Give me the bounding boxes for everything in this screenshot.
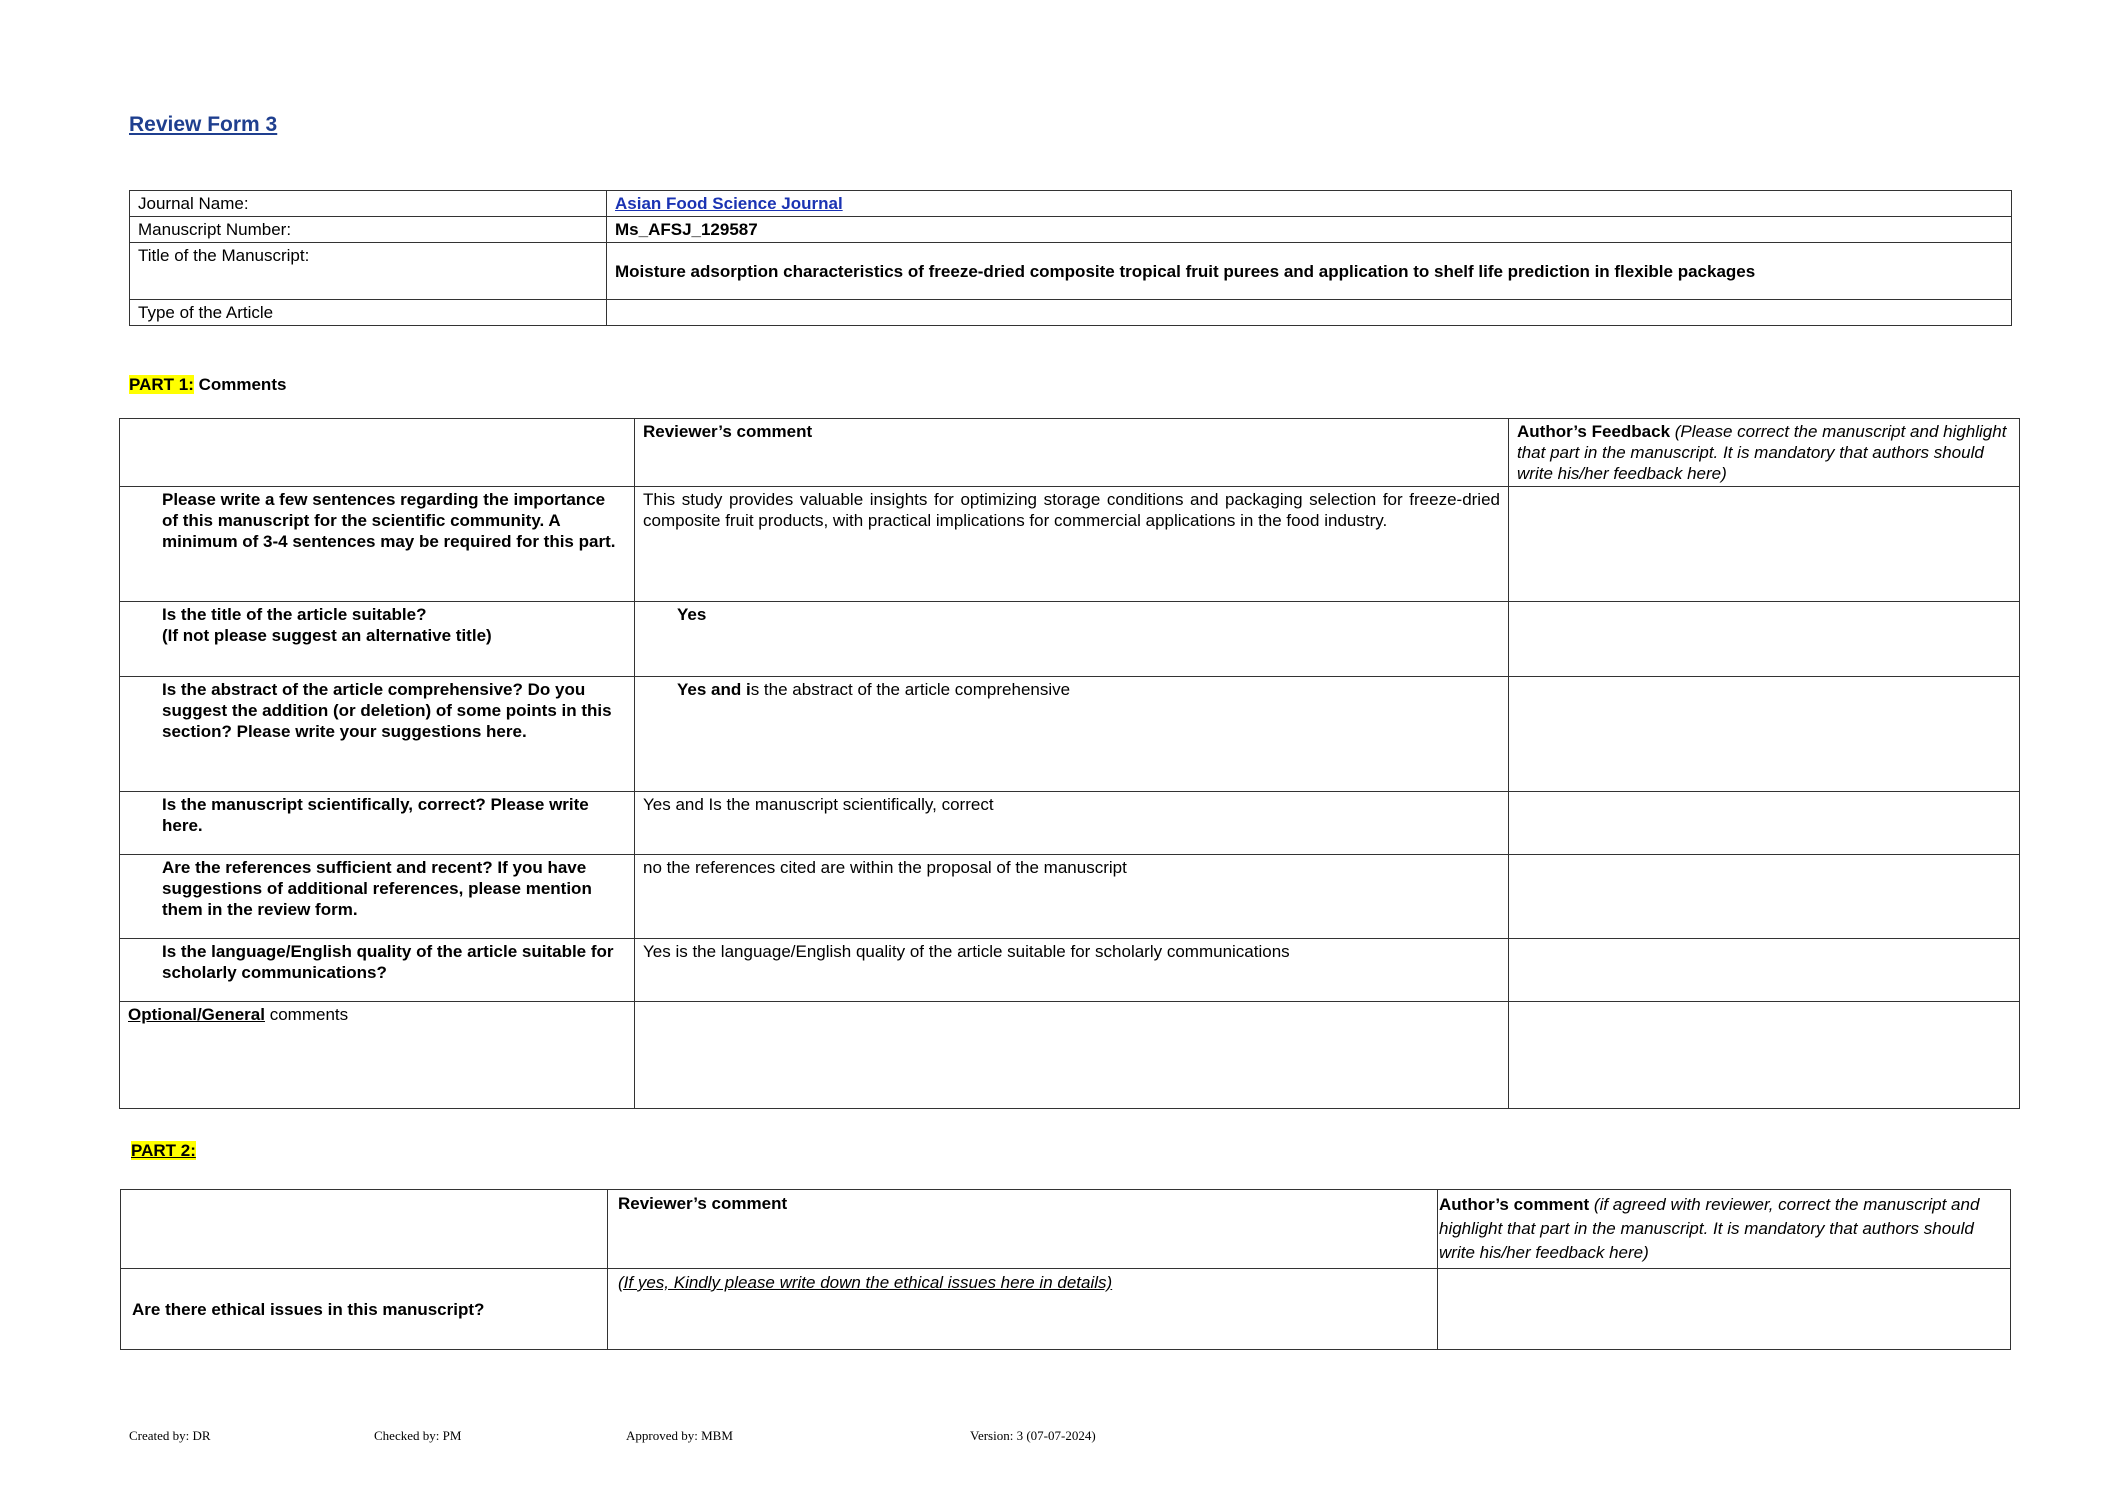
question-references: Are the references sufficient and recent? If you have suggestions of additional references, please mention them in the review form. [120, 855, 635, 939]
ethics-row [121, 1269, 2011, 1350]
footer-created-by: Created by: DR [129, 1428, 211, 1443]
part1-comments-table [119, 418, 2020, 1109]
journal-label: Journal Name: [130, 191, 607, 217]
author-feedback-references[interactable] [1509, 855, 2020, 939]
footer-checked-by: Checked by: PM [374, 1428, 462, 1443]
manuscript-title-row [130, 243, 2012, 300]
question-importance: Please write a few sentences regarding the importance of this manuscript for the scientific community. A minimum of 3-4 sentences may be required for this part. [120, 487, 635, 602]
reviewer-comment-language[interactable]: Yes is the language/English quality of the article suitable for scholarly communications [635, 939, 1509, 1002]
reviewer-comment-abstract[interactable]: Yes and is the abstract of the article comprehensive [635, 677, 1509, 792]
manuscript-number-label: Manuscript Number: [130, 217, 607, 243]
footer-approved-by: Approved by: MBM [626, 1428, 733, 1443]
question-abstract: Is the abstract of the article comprehensive? Do you suggest the addition (or deletion) of some points in this section? Please write your suggestions here. [120, 677, 635, 792]
part1-suffix: Comments [193, 375, 287, 394]
part1-reviewer-header: Reviewer’s comment [635, 419, 1509, 487]
ethics-author-comment[interactable] [1438, 1269, 2011, 1350]
author-feedback-scientific[interactable] [1509, 792, 2020, 855]
journal-link[interactable]: Asian Food Science Journal [615, 194, 843, 213]
manuscript-number-value: Ms_AFSJ_129587 [607, 217, 2012, 243]
table-row [120, 677, 2020, 792]
table-row [120, 487, 2020, 602]
author-optional-feedback[interactable] [1509, 1002, 2020, 1109]
reviewer-comment-scientific[interactable]: Yes and Is the manuscript scientifically, correct [635, 792, 1509, 855]
table-row [120, 855, 2020, 939]
journal-row [130, 191, 2012, 217]
ethics-reviewer-comment[interactable] [608, 1269, 1438, 1350]
part1-label: PART 1: [129, 375, 194, 394]
part1-header-row [120, 419, 2020, 487]
reviewer-comment-importance[interactable]: This study provides valuable insights for optimizing storage conditions and packaging selection for freeze-dried composite fruit products, with practical implications for commercial applications in the food industry. [635, 487, 1509, 602]
ethics-question: Are there ethical issues in this manuscript? [121, 1269, 608, 1350]
table-row [120, 792, 2020, 855]
part2-heading [131, 1141, 196, 1161]
form-title: Review Form 3 [129, 113, 278, 136]
part2-header-row [121, 1190, 2011, 1269]
reviewer-comment-title[interactable]: Yes [635, 602, 1509, 677]
author-feedback-title[interactable] [1509, 602, 2020, 677]
part2-author-header: Author’s comment (if agreed with reviewer, correct the manuscript and highlight that part in the manuscript. It is mandatory that authors should write his/her feedback here) [1438, 1190, 2011, 1269]
author-feedback-language[interactable] [1509, 939, 2020, 1002]
optional-comments-label: Optional/General comments [120, 1002, 635, 1109]
part2-reviewer-header: Reviewer’s comment [608, 1190, 1438, 1269]
article-type-value [607, 300, 2012, 326]
article-type-label: Type of the Article [130, 300, 607, 326]
part2-label: PART 2: [131, 1141, 196, 1160]
question-language: Is the language/English quality of the article suitable for scholarly communications? [120, 939, 635, 1002]
article-type-row [130, 300, 2012, 326]
manuscript-info-table [129, 190, 2012, 326]
part1-author-header: Author’s Feedback (Please correct the manuscript and highlight that part in the manuscript. It is mandatory that authors should write his/her feedback here) [1509, 419, 2020, 487]
reviewer-optional-comment[interactable] [635, 1002, 1509, 1109]
part2-ethics-table [120, 1189, 2011, 1350]
author-feedback-abstract[interactable] [1509, 677, 2020, 792]
table-row [120, 939, 2020, 1002]
manuscript-number-row [130, 217, 2012, 243]
footer-version: Version: 3 (07-07-2024) [970, 1428, 1096, 1443]
question-title: Is the title of the article suitable? (If not please suggest an alternative title) [120, 602, 635, 677]
manuscript-title-label: Title of the Manuscript: [130, 243, 607, 300]
optional-comments-row [120, 1002, 2020, 1109]
table-row [120, 602, 2020, 677]
ethics-hint: (If yes, Kindly please write down the ethical issues here in details) [618, 1273, 1113, 1292]
author-feedback-importance[interactable] [1509, 487, 2020, 602]
reviewer-comment-references[interactable]: no the references cited are within the proposal of the manuscript [635, 855, 1509, 939]
part1-heading [129, 375, 286, 395]
question-scientific: Is the manuscript scientifically, correct? Please write here. [120, 792, 635, 855]
manuscript-title-value: Moisture adsorption characteristics of freeze-dried composite tropical fruit purees and application to shelf life prediction in flexible packages [607, 243, 2012, 300]
